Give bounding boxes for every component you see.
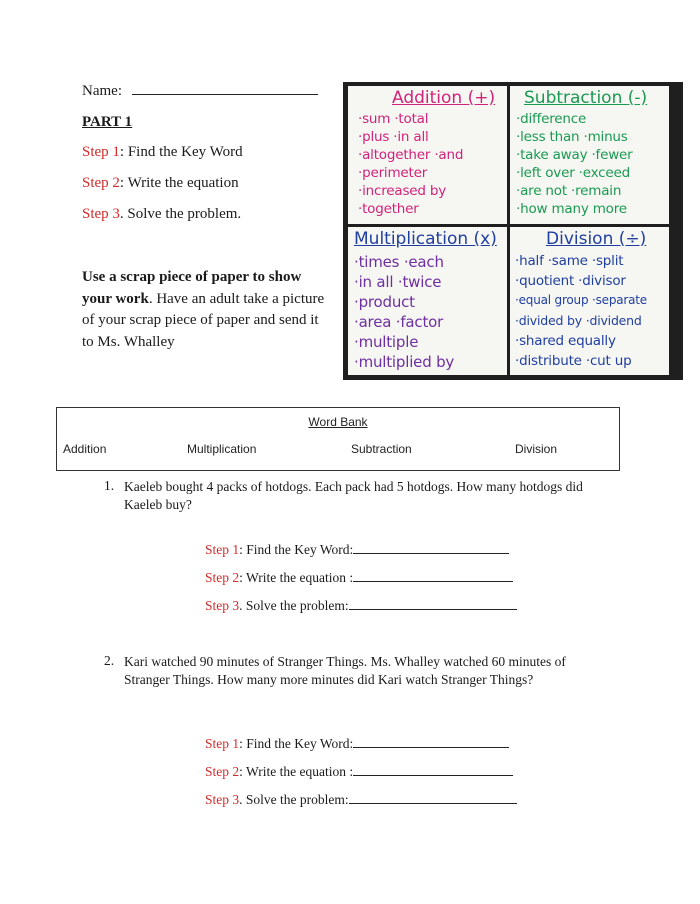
addition-word: ·plus ·in all bbox=[358, 129, 429, 145]
multiplication-word: ·multiplied by bbox=[354, 353, 455, 371]
division-panel bbox=[510, 227, 669, 375]
word-bank-word: Addition bbox=[63, 442, 107, 456]
step-label: Step 3 bbox=[205, 792, 240, 807]
step-label: Step 1 bbox=[82, 144, 120, 160]
addition-word: ·together bbox=[358, 201, 419, 217]
multiplication-word: ·area ·factor bbox=[354, 313, 444, 331]
header-step-3 bbox=[82, 206, 241, 223]
subtraction-word: ·how many more bbox=[516, 201, 627, 217]
question-number: 1. bbox=[104, 478, 115, 493]
division-title: Division (÷) bbox=[546, 229, 647, 249]
subtraction-word: ·are not ·remain bbox=[516, 183, 622, 199]
q1-step-3[interactable] bbox=[205, 598, 517, 614]
multiplication-panel bbox=[348, 227, 507, 375]
answer-blank[interactable] bbox=[353, 746, 509, 748]
subtraction-word: ·left over ·exceed bbox=[516, 165, 630, 181]
word-bank-word: Multiplication bbox=[187, 442, 257, 456]
step-text: : Write the equation : bbox=[239, 764, 354, 779]
answer-blank[interactable] bbox=[349, 608, 517, 610]
name-label: Name: bbox=[82, 83, 122, 99]
subtraction-panel bbox=[510, 86, 669, 224]
header-step-1 bbox=[82, 144, 243, 161]
step-text: : Find the Key Word: bbox=[239, 542, 354, 557]
step-text: : Find the Key Word bbox=[119, 144, 243, 160]
step-label: Step 2 bbox=[82, 175, 120, 191]
question-text: Kaeleb bought 4 packs of hotdogs. Each pack had 5 hotdogs. How many hotdogs did Kaeleb buy? bbox=[124, 479, 583, 512]
step-label: Step 3 bbox=[205, 598, 240, 613]
step-label: Step 2 bbox=[205, 570, 240, 585]
addition-panel bbox=[348, 86, 507, 224]
multiplication-word: ·times ·each bbox=[354, 253, 444, 271]
word-bank-word: Division bbox=[515, 442, 558, 456]
q1-step-2[interactable] bbox=[205, 570, 513, 586]
step-label: Step 1 bbox=[205, 736, 240, 751]
division-word: ·shared equally bbox=[515, 333, 616, 349]
addition-title: Addition (+) bbox=[392, 88, 496, 108]
part-title: PART 1 bbox=[82, 114, 133, 130]
q2-step-1[interactable] bbox=[205, 736, 509, 752]
word-bank-word: Subtraction bbox=[351, 442, 412, 456]
instructions bbox=[82, 267, 332, 353]
key-words-anchor-chart bbox=[343, 82, 683, 380]
addition-word: ·perimeter bbox=[358, 165, 428, 181]
addition-word: ·sum ·total bbox=[358, 111, 429, 127]
q2-step-2[interactable] bbox=[205, 764, 513, 780]
division-word: ·quotient ·divisor bbox=[515, 273, 626, 289]
answer-blank[interactable] bbox=[353, 580, 513, 582]
q1-step-1[interactable] bbox=[205, 542, 509, 558]
subtraction-word: ·less than ·minus bbox=[516, 129, 628, 145]
header-step-2 bbox=[82, 175, 239, 192]
step-label: Step 1 bbox=[205, 542, 240, 557]
word-bank-title: Word Bank bbox=[308, 415, 368, 429]
step-label: Step 3 bbox=[82, 206, 120, 222]
step-text: . Solve the problem: bbox=[239, 792, 349, 807]
addition-word: ·altogether ·and bbox=[358, 147, 464, 163]
step-text: . Solve the problem. bbox=[119, 206, 242, 222]
answer-blank[interactable] bbox=[349, 802, 517, 804]
multiplication-word: ·in all ·twice bbox=[354, 273, 442, 291]
subtraction-word: ·difference bbox=[516, 111, 587, 127]
answer-blank[interactable] bbox=[353, 774, 513, 776]
instructions-rest: . Have an adult take a picture of your scrap piece of paper and send it to Ms. Whalley bbox=[82, 290, 325, 350]
subtraction-title: Subtraction (-) bbox=[524, 88, 648, 108]
step-text: : Write the equation bbox=[119, 175, 239, 191]
division-word: ·distribute ·cut up bbox=[515, 353, 632, 369]
word-bank bbox=[56, 407, 620, 471]
division-word: ·divided by ·dividend bbox=[515, 313, 642, 328]
multiplication-word: ·product bbox=[354, 293, 415, 311]
name-blank[interactable] bbox=[132, 93, 318, 95]
division-word: ·equal group ·separate bbox=[515, 293, 647, 307]
step-text: : Find the Key Word: bbox=[239, 736, 354, 751]
multiplication-title: Multiplication (x) bbox=[354, 229, 497, 249]
subtraction-word: ·take away ·fewer bbox=[516, 147, 633, 163]
instructions-bold: Use a scrap piece of paper to show your work bbox=[82, 269, 302, 307]
question-text: Kari watched 90 minutes of Stranger Things. Ms. Whalley watched 60 minutes of Stranger Things. How many more minutes did Kari watch Stranger Things? bbox=[124, 654, 566, 687]
multiplication-word: ·multiple bbox=[354, 333, 419, 351]
question-number: 2. bbox=[104, 653, 115, 668]
step-label: Step 2 bbox=[205, 764, 240, 779]
answer-blank[interactable] bbox=[353, 552, 509, 554]
name-line[interactable] bbox=[82, 83, 318, 100]
step-text: . Solve the problem: bbox=[239, 598, 349, 613]
division-word: ·half ·same ·split bbox=[515, 253, 624, 269]
step-text: : Write the equation : bbox=[239, 570, 354, 585]
q2-step-3[interactable] bbox=[205, 792, 517, 808]
addition-word: ·increased by bbox=[358, 183, 447, 199]
